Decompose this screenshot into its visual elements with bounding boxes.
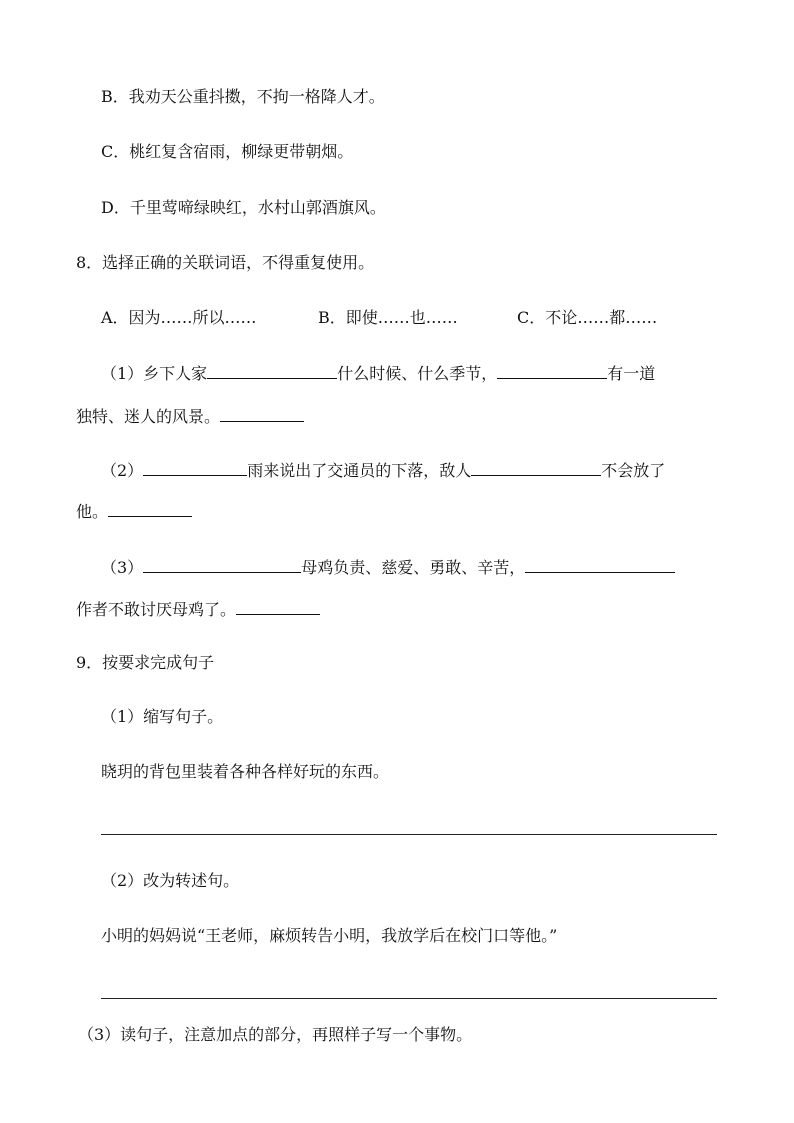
q8-item1-answer-blank[interactable] xyxy=(220,405,304,422)
q8-item2-prefix: （2） xyxy=(101,461,144,480)
q8-item3-mid: 母鸡负责、慈爱、勇敢、辛苦， xyxy=(301,558,526,577)
q9-title: 9．按要求完成句子 xyxy=(76,653,215,672)
q8-choice-c: C．不论……都…… xyxy=(517,308,658,327)
q9-sub3-label: （3）读句子，注意加点的部分，再照样子写一个事物。 xyxy=(78,1025,473,1044)
q8-item1-prefix: （1）乡下人家 xyxy=(101,364,208,383)
q9-sub1-label: （1）缩写句子。 xyxy=(101,707,224,726)
q9-sub2-label: （2）改为转述句。 xyxy=(101,871,240,890)
q8-item1-line2-text: 独特、迷人的风景。 xyxy=(76,407,221,426)
q8-item3-prefix: （3） xyxy=(101,558,144,577)
q7-option-c: C．桃红复含宿雨，柳绿更带朝烟。 xyxy=(101,142,354,161)
q9-sub2-answer-line[interactable] xyxy=(101,998,717,999)
q8-choice-a: A．因为……所以…… xyxy=(101,308,257,327)
q7-option-b: B．我劝天公重抖擞，不拘一格降人才。 xyxy=(101,87,385,106)
q8-item2-blank-1[interactable] xyxy=(143,459,247,476)
q8-item1-suffix: 有一道 xyxy=(607,364,656,383)
q8-title: 8．选择正确的关联词语，不得重复使用。 xyxy=(76,253,375,272)
q8-item3-line1 xyxy=(101,556,675,578)
q8-item2-line2-text: 他。 xyxy=(76,502,109,521)
q8-item3-line2-text: 作者不敢讨厌母鸡了。 xyxy=(76,600,237,619)
q8-item3-blank-1[interactable] xyxy=(143,556,301,573)
q8-item2-line2 xyxy=(76,500,192,522)
q8-item1-mid: 什么时候、什么季节， xyxy=(337,364,498,383)
q8-choice-b: B．即使……也…… xyxy=(318,308,458,327)
q8-item1-blank-1[interactable] xyxy=(207,362,337,379)
q8-item2-suffix: 不会放了 xyxy=(601,461,666,480)
q8-item1-line2 xyxy=(76,405,304,427)
q8-item2-mid: 雨来说出了交通员的下落，敌人 xyxy=(247,461,472,480)
q8-item1-line1 xyxy=(101,362,655,384)
q9-sub2-sentence: 小明的妈妈说“王老师，麻烦转告小明，我放学后在校门口等他。” xyxy=(101,926,558,945)
q9-sub1-answer-line[interactable] xyxy=(101,834,717,835)
q8-item2-blank-2[interactable] xyxy=(471,459,601,476)
q8-item3-blank-2[interactable] xyxy=(525,556,675,573)
q8-item3-answer-blank[interactable] xyxy=(236,598,320,615)
q7-option-d: D．千里莺啼绿映红，水村山郭酒旗风。 xyxy=(101,198,386,217)
q8-item2-line1 xyxy=(101,459,665,481)
q8-item1-blank-2[interactable] xyxy=(497,362,607,379)
q8-item2-answer-blank[interactable] xyxy=(108,500,192,517)
q9-sub1-sentence: 晓玥的背包里装着各种各样好玩的东西。 xyxy=(101,762,390,781)
q8-item3-line2 xyxy=(76,598,320,620)
